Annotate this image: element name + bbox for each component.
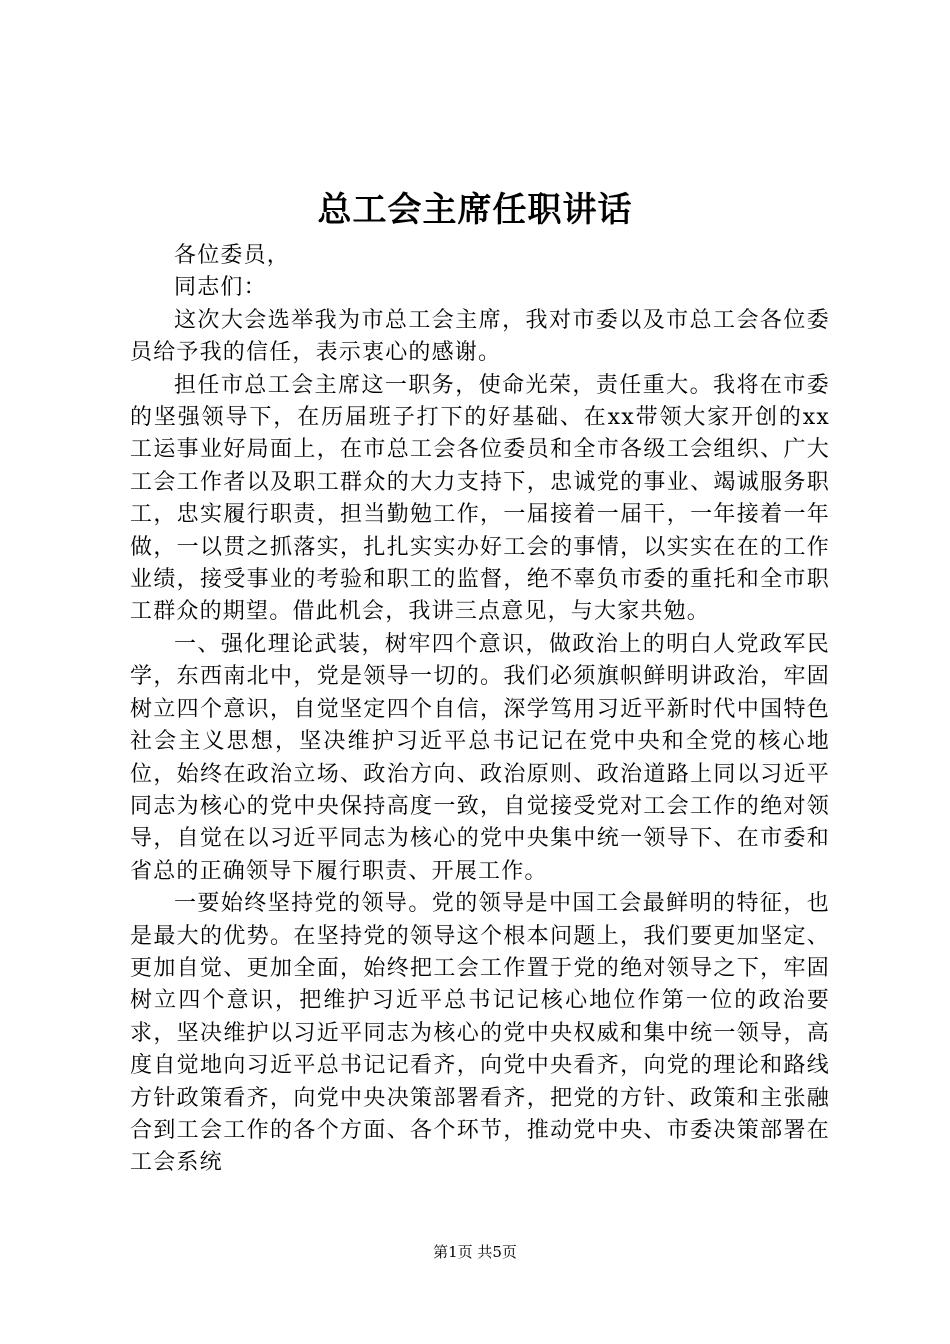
paragraph: 担任市总工会主席这一职务，使命光荣，责任重大。我将在市委的坚强领导下，在历届班子打下的好基础、在xx带领大家开创的xx工运事业好局面上，在市总工会各位委员和全市各级工会组织、广大工会工作者以及职工群众的大力支持下，忠诚党的事业、竭诚服务职工，忠实履行职责，担当勤勉工作，一届接着一届干，一年接着一年做，一以贯之抓落实，扎扎实实办好工会的事情，以实实在在的工作业绩，接受事业的考验和职工的监督，绝不辜负市委的重托和全市职工群众的期望。借此机会，我讲三点意见，与大家共勉。 — [130, 372, 830, 625]
document-title: 总工会主席任职讲话 — [317, 190, 633, 230]
document-body — [130, 240, 830, 1180]
salutation-members: 各位委员， — [174, 243, 291, 268]
paragraph: 这次大会选举我为市总工会主席，我对市委以及市总工会各位委员给予我的信任，表示衷心的感谢。 — [130, 307, 830, 366]
page-footer: 第1页 共5页 — [433, 1243, 517, 1261]
salutation-comrades: 同志们： — [174, 275, 267, 301]
paragraph: 一要始终坚持党的领导。党的领导是中国工会最鲜明的特征，也是最大的优势。在坚持党的领导这个根本问题上，我们要更加坚定、更加自觉、更加全面，始终把工会工作置于党的绝对领导之下，牢固树立四个意识，把维护习近平总书记记核心地位作第一位的政治要求，坚决维护以习近平同志为核心的党中央权威和集中统一领导，高度自觉地向习近平总书记记看齐，向党中央看齐，向党的理论和路线方针政策看齐，向党中央决策部署看齐，把党的方针、政策和主张融合到工会工作的各个方面、各个环节，推动党中央、市委决策部署在工会系统 — [130, 891, 830, 1176]
paragraph: 一、强化理论武装，树牢四个意识，做政治上的明白人党政军民学，东西南北中，党是领导一切的。我们必须旗帜鲜明讲政治，牢固树立四个意识，自觉坚定四个自信，深学笃用习近平新时代中国特色社会主义思想，坚决维护习近平总书记记在党中央和全党的核心地位，始终在政治立场、政治方向、政治原则、政治道路上同以习近平同志为核心的党中央保持高度一致，自觉接受党对工会工作的绝对领导，自觉在以习近平同志为核心的党中央集中统一领导下、在市委和省总的正确领导下履行职责、开展工作。 — [130, 631, 830, 884]
